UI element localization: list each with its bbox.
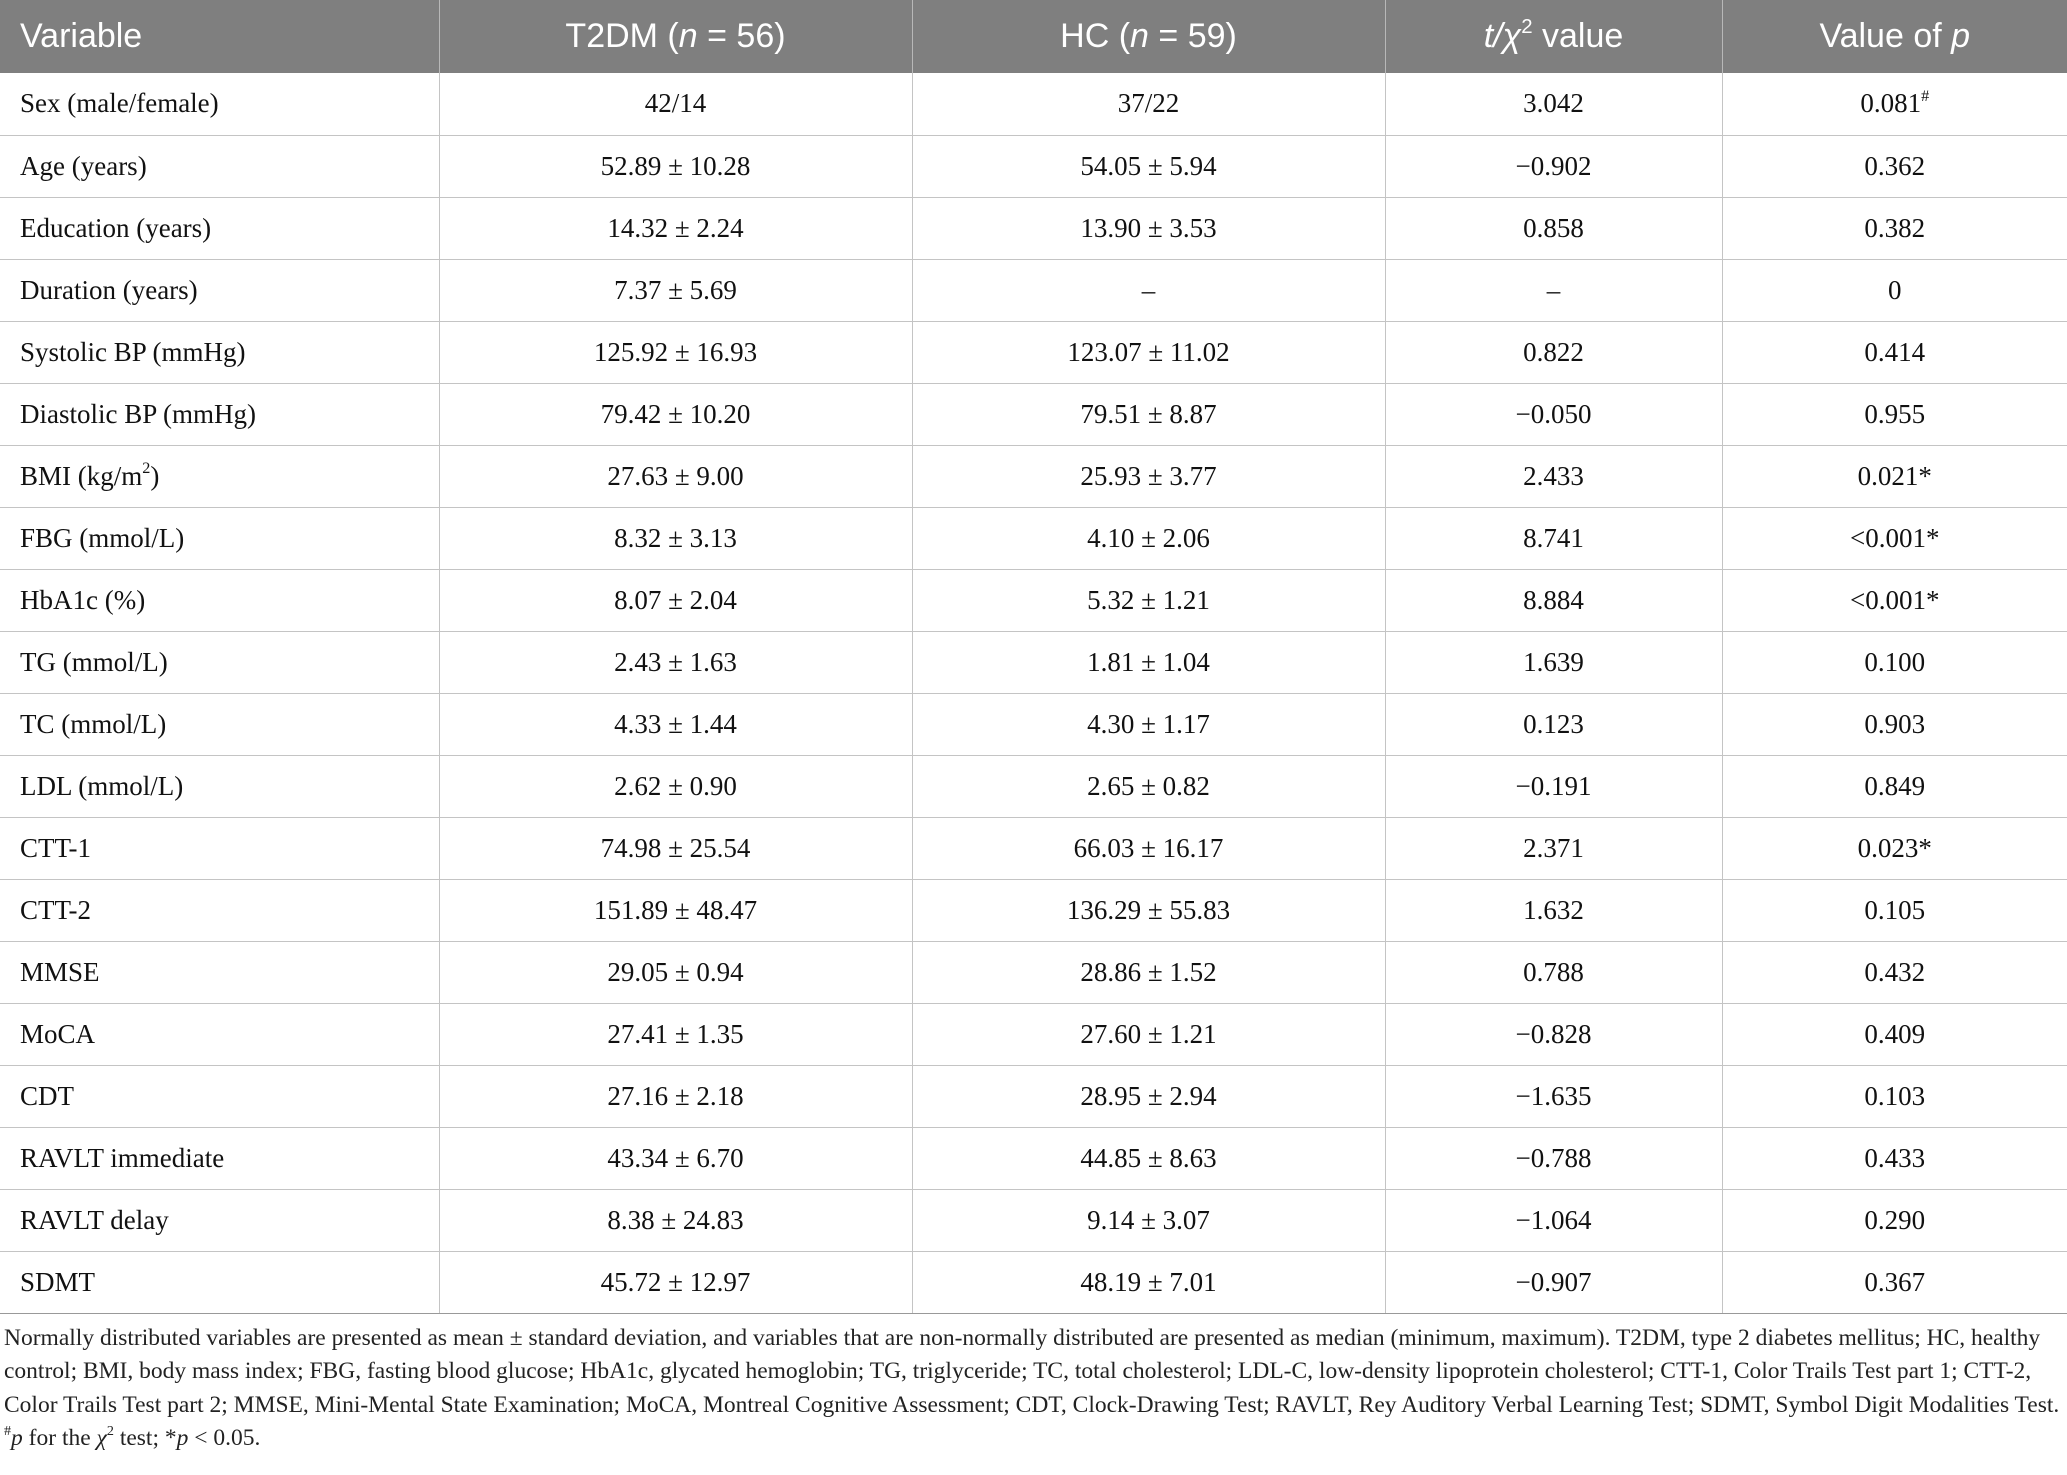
cell-variable: Diastolic BP (mmHg) — [0, 383, 439, 445]
cell-variable: TC (mmol/L) — [0, 693, 439, 755]
table-row — [0, 73, 2067, 135]
table-body — [0, 73, 2067, 1313]
cell-variable: MoCA — [0, 1003, 439, 1065]
cell-variable: RAVLT delay — [0, 1189, 439, 1251]
header-variable: Variable — [0, 0, 439, 73]
cell-p-value: 0 — [1722, 259, 2067, 321]
header-statistic: $t/\chi^2$ value — [1385, 0, 1722, 73]
cell-statistic: 1.632 — [1385, 879, 1722, 941]
cell-p-value: 0.362 — [1722, 135, 2067, 197]
cell-statistic: −0.907 — [1385, 1251, 1722, 1313]
cell-variable: TG (mmol/L) — [0, 631, 439, 693]
cell-hc: – — [912, 259, 1385, 321]
cell-p-value: 0.367 — [1722, 1251, 2067, 1313]
cell-hc: 136.29 ± 55.83 — [912, 879, 1385, 941]
cell-variable: Education (years) — [0, 197, 439, 259]
header-row — [0, 0, 2067, 73]
table-row — [0, 817, 2067, 879]
cell-t2dm: 52.89 ± 10.28 — [439, 135, 912, 197]
cell-variable: LDL (mmol/L) — [0, 755, 439, 817]
cell-t2dm: 27.16 ± 2.18 — [439, 1065, 912, 1127]
cell-statistic: – — [1385, 259, 1722, 321]
cell-hc: 4.10 ± 2.06 — [912, 507, 1385, 569]
cell-t2dm: 7.37 ± 5.69 — [439, 259, 912, 321]
table-row — [0, 507, 2067, 569]
cell-p-value: 0.432 — [1722, 941, 2067, 1003]
cell-t2dm: 8.32 ± 3.13 — [439, 507, 912, 569]
cell-p-value: 0.382 — [1722, 197, 2067, 259]
cell-hc: 28.86 ± 1.52 — [912, 941, 1385, 1003]
cell-statistic: 8.741 — [1385, 507, 1722, 569]
cell-t2dm: 2.43 ± 1.63 — [439, 631, 912, 693]
header-p-value: Value of p — [1819, 17, 1971, 55]
cell-variable: Age (years) — [0, 135, 439, 197]
cell-variable: Sex (male/female) — [0, 73, 439, 135]
table-row — [0, 383, 2067, 445]
cell-statistic: −1.064 — [1385, 1189, 1722, 1251]
table-row — [0, 755, 2067, 817]
cell-p-value: 0.409 — [1722, 1003, 2067, 1065]
table-row — [0, 1189, 2067, 1251]
cell-t2dm: 125.92 ± 16.93 — [439, 321, 912, 383]
cell-statistic: 2.371 — [1385, 817, 1722, 879]
cell-variable: FBG (mmol/L) — [0, 507, 439, 569]
cell-statistic: −0.902 — [1385, 135, 1722, 197]
cell-p-value: 0.849 — [1722, 755, 2067, 817]
table-row — [0, 631, 2067, 693]
cell-variable: CDT — [0, 1065, 439, 1127]
cell-hc: 66.03 ± 16.17 — [912, 817, 1385, 879]
cell-variable: BMI $(kg/m^2)$ — [0, 445, 439, 507]
cell-statistic: 1.639 — [1385, 631, 1722, 693]
cell-t2dm: 29.05 ± 0.94 — [439, 941, 912, 1003]
cell-p-value: <0.001* — [1722, 569, 2067, 631]
cell-hc: 1.81 ± 1.04 — [912, 631, 1385, 693]
table-row — [0, 569, 2067, 631]
cell-hc: 123.07 ± 11.02 — [912, 321, 1385, 383]
cell-p-value: 0.105 — [1722, 879, 2067, 941]
cell-variable: CTT-1 — [0, 817, 439, 879]
cell-p-value: 0.955 — [1722, 383, 2067, 445]
cell-p-value: 0.433 — [1722, 1127, 2067, 1189]
cell-variable: SDMT — [0, 1251, 439, 1313]
cell-hc: 37/22 — [912, 73, 1385, 135]
cell-t2dm: 45.72 ± 12.97 — [439, 1251, 912, 1313]
cell-t2dm: 27.63 ± 9.00 — [439, 445, 912, 507]
table-row — [0, 1127, 2067, 1189]
cell-variable: CTT-2 — [0, 879, 439, 941]
cell-hc: 54.05 ± 5.94 — [912, 135, 1385, 197]
cell-hc: 27.60 ± 1.21 — [912, 1003, 1385, 1065]
cell-statistic: −0.788 — [1385, 1127, 1722, 1189]
cell-statistic: 2.433 — [1385, 445, 1722, 507]
cell-t2dm: 74.98 ± 25.54 — [439, 817, 912, 879]
cell-hc: 5.32 ± 1.21 — [912, 569, 1385, 631]
cell-p-value: 0.100 — [1722, 631, 2067, 693]
header-t2dm: T2DM (n = 56) — [439, 0, 912, 73]
cell-hc: 44.85 ± 8.63 — [912, 1127, 1385, 1189]
table-row — [0, 259, 2067, 321]
cell-variable: Duration (years) — [0, 259, 439, 321]
table-row — [0, 321, 2067, 383]
cell-hc: 13.90 ± 3.53 — [912, 197, 1385, 259]
cell-hc: 48.19 ± 7.01 — [912, 1251, 1385, 1313]
cell-p-value: <0.001* — [1722, 507, 2067, 569]
cell-t2dm: 8.38 ± 24.83 — [439, 1189, 912, 1251]
cell-t2dm: 2.62 ± 0.90 — [439, 755, 912, 817]
cell-statistic: 0.788 — [1385, 941, 1722, 1003]
cell-statistic: −0.191 — [1385, 755, 1722, 817]
table-row — [0, 693, 2067, 755]
cell-t2dm: 79.42 ± 10.20 — [439, 383, 912, 445]
cell-t2dm: 42/14 — [439, 73, 912, 135]
cell-statistic: 8.884 — [1385, 569, 1722, 631]
cell-statistic: −1.635 — [1385, 1065, 1722, 1127]
table-row — [0, 941, 2067, 1003]
cell-p-value: 0.414 — [1722, 321, 2067, 383]
cell-t2dm: 27.41 ± 1.35 — [439, 1003, 912, 1065]
cell-variable: MMSE — [0, 941, 439, 1003]
cell-t2dm: 151.89 ± 48.47 — [439, 879, 912, 941]
cell-statistic: −0.050 — [1385, 383, 1722, 445]
cell-p-value: 0.290 — [1722, 1189, 2067, 1251]
cell-hc: 9.14 ± 3.07 — [912, 1189, 1385, 1251]
cell-hc: 79.51 ± 8.87 — [912, 383, 1385, 445]
cell-p-value: 0.023* — [1722, 817, 2067, 879]
cell-p-value: 0.021* — [1722, 445, 2067, 507]
table-row — [0, 1003, 2067, 1065]
cell-t2dm: 8.07 ± 2.04 — [439, 569, 912, 631]
table-row — [0, 879, 2067, 941]
cell-variable: Systolic BP (mmHg) — [0, 321, 439, 383]
cell-statistic: 0.858 — [1385, 197, 1722, 259]
cell-p-value: 0.903 — [1722, 693, 2067, 755]
cell-p-value: 0.103 — [1722, 1065, 2067, 1127]
cell-variable: RAVLT immediate — [0, 1127, 439, 1189]
cell-variable: HbA1c (%) — [0, 569, 439, 631]
table-footnote: Normally distributed variables are presented as mean ± standard deviation, and variables that are non-normally distributed are presented as median (minimum, maximum). T2DM, type 2 diabetes mellitus; HC, healthy control; BMI, body mass index; FBG, fasting blood glucose; HbA1c, glycated hemoglobin; TG, triglyceride; TC, total cholesterol; LDL-C, low-density lipoprotein cholesterol; CTT-1, Color Trails Test part 1; CTT-2, Color Trails Test part 2; MMSE, Mini-Mental State Examination; MoCA, Montreal Cognitive Assessment; CDT, Clock-Drawing Test; RAVLT, Rey Auditory Verbal Learning Test; SDMT, Symbol Digit Modalities Test. #p for the $\chi^2$ test; *p < 0.05. — [4, 1324, 2060, 1451]
table-row — [0, 197, 2067, 259]
table-header — [0, 0, 2067, 73]
cell-t2dm: 4.33 ± 1.44 — [439, 693, 912, 755]
cell-p-value: 0.081# — [1722, 73, 2067, 135]
cell-statistic: 0.123 — [1385, 693, 1722, 755]
table-row — [0, 135, 2067, 197]
cell-hc: 4.30 ± 1.17 — [912, 693, 1385, 755]
table-row — [0, 445, 2067, 507]
cell-hc: 28.95 ± 2.94 — [912, 1065, 1385, 1127]
cell-statistic: 3.042 — [1385, 73, 1722, 135]
cell-t2dm: 14.32 ± 2.24 — [439, 197, 912, 259]
cell-t2dm: 43.34 ± 6.70 — [439, 1127, 912, 1189]
cell-statistic: 0.822 — [1385, 321, 1722, 383]
header-hc: HC (n = 59) — [912, 0, 1385, 73]
cell-hc: 2.65 ± 0.82 — [912, 755, 1385, 817]
cell-statistic: −0.828 — [1385, 1003, 1722, 1065]
cell-hc: 25.93 ± 3.77 — [912, 445, 1385, 507]
table-row — [0, 1065, 2067, 1127]
table-row — [0, 1251, 2067, 1313]
